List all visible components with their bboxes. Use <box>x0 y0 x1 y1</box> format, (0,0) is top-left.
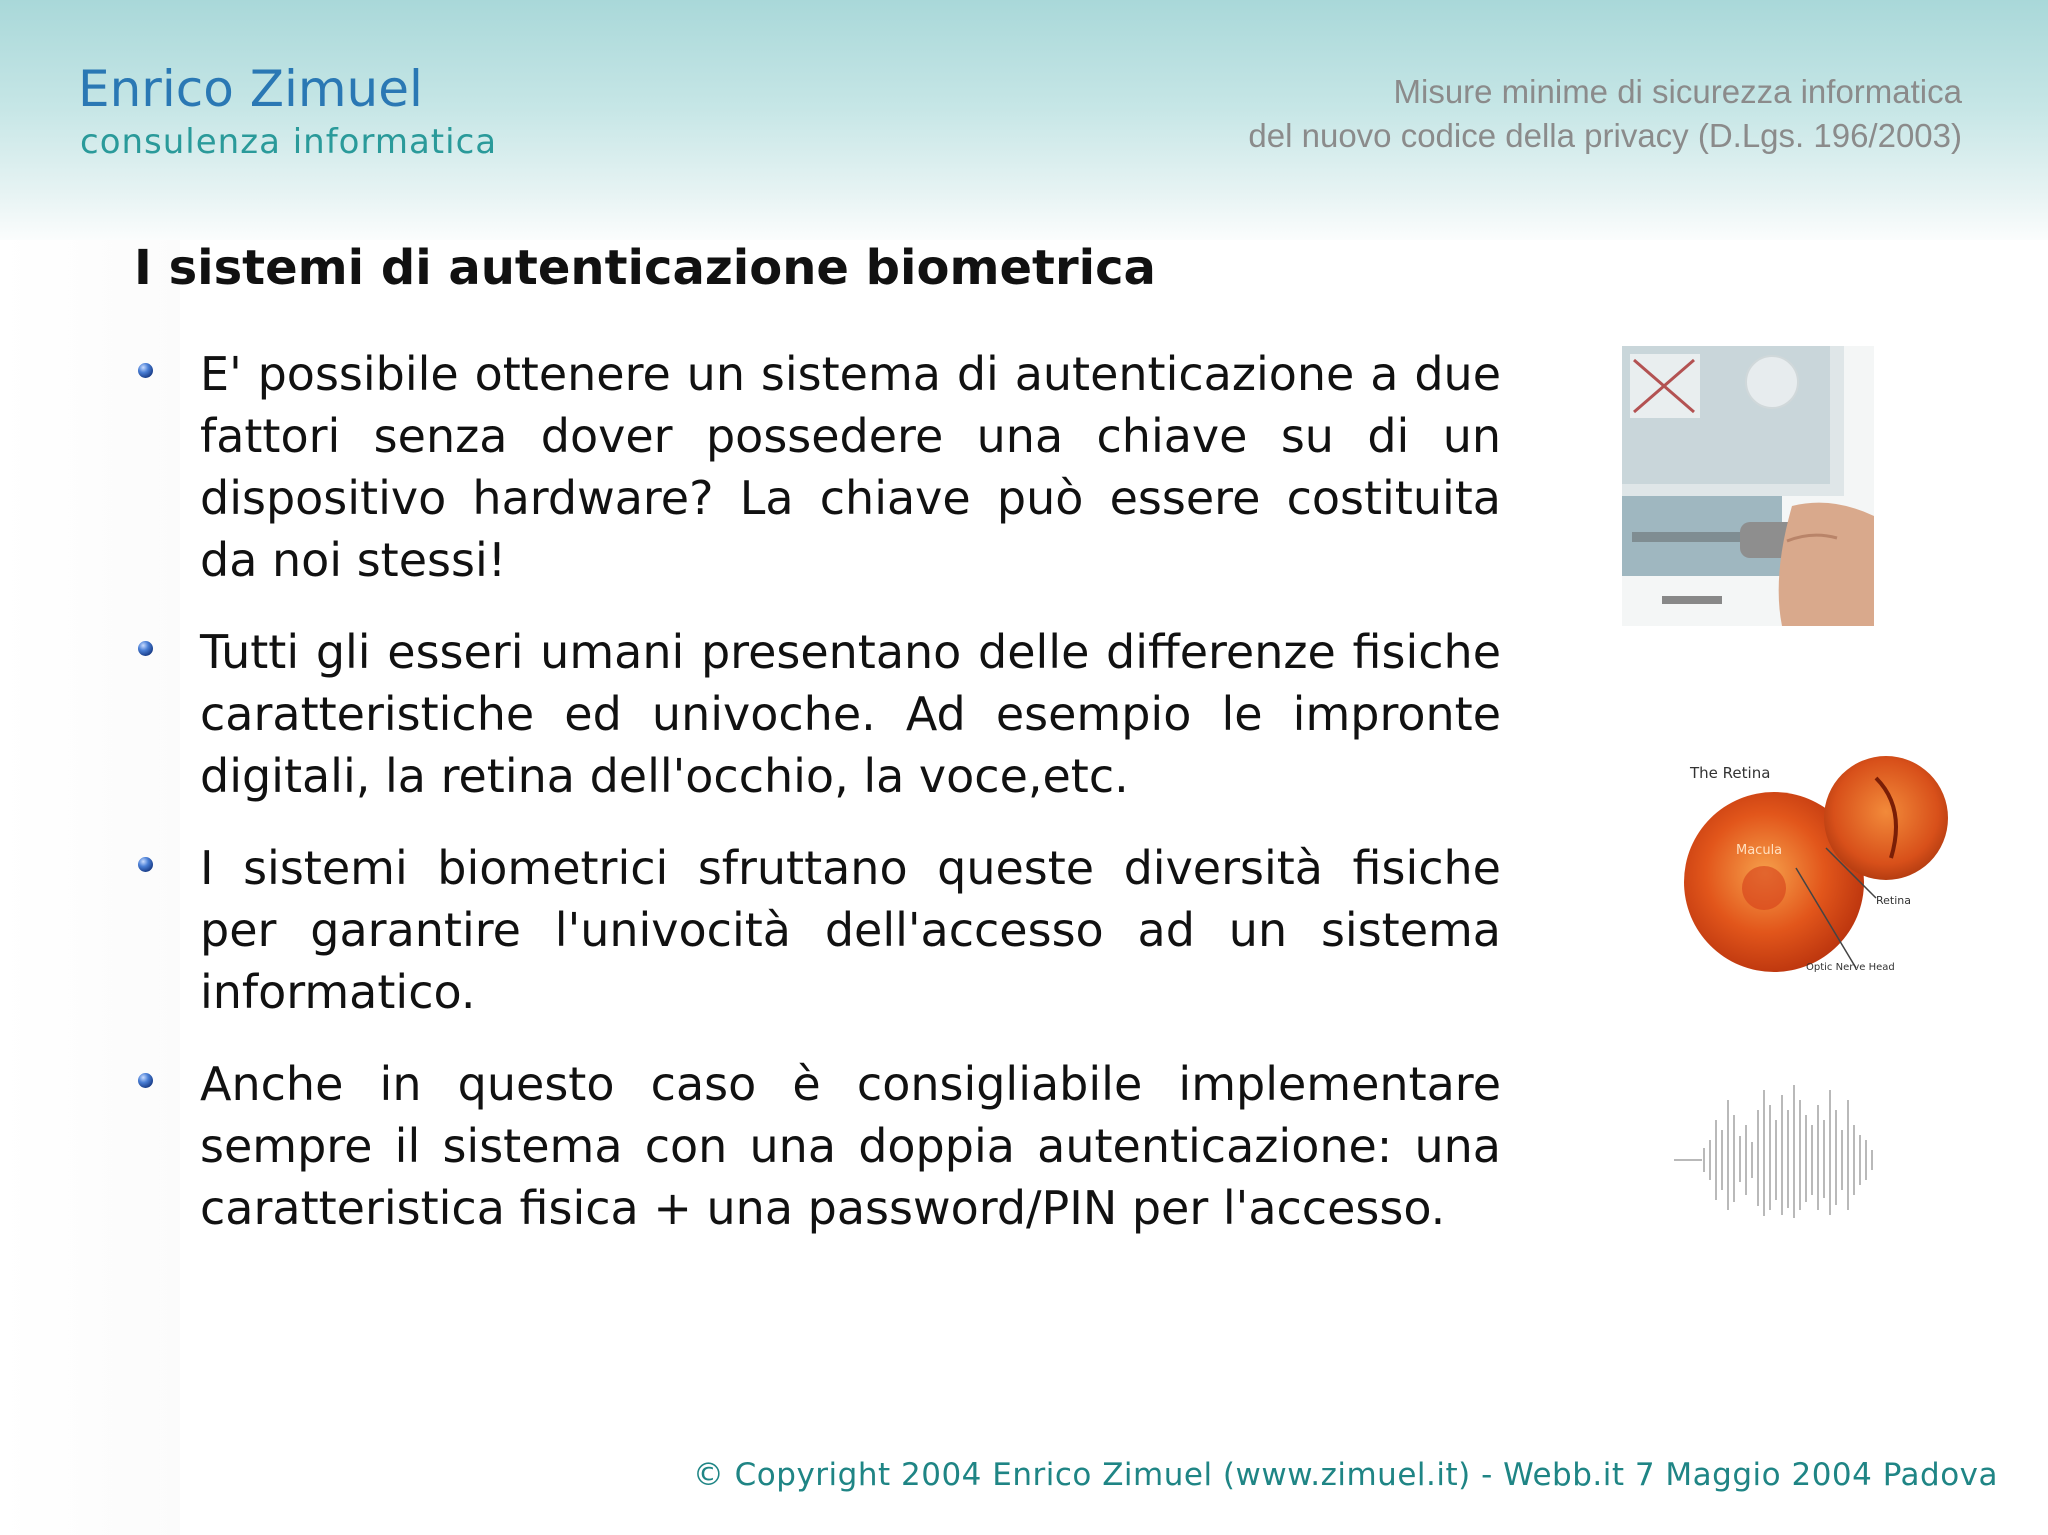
presentation-title-line1: Misure minime di sicurezza informatica <box>1393 73 1962 110</box>
bullet-icon <box>138 641 153 656</box>
header-band <box>0 0 2048 240</box>
retina-illustration-icon <box>1676 748 1966 998</box>
footer-copyright: © Copyright 2004 Enrico Zimuel (www.zimuel.it) - Webb.it 7 Maggio 2004 Padova <box>692 1457 1998 1493</box>
bullet-item <box>134 1053 1501 1239</box>
brand-name: Enrico Zimuel <box>78 60 423 118</box>
retina-label-optic: Optic Nerve Head <box>1806 962 1895 973</box>
bullet-icon <box>138 363 153 378</box>
bullet-icon <box>138 1073 153 1088</box>
voice-waveform-icon <box>1672 1070 1884 1220</box>
brand-subtitle: consulenza informatica <box>80 122 498 162</box>
retina-label-title: The Retina <box>1690 764 1771 782</box>
fingerprint-scanner-icon <box>1622 346 1874 626</box>
slide-title: I sistemi di autenticazione biometrica <box>134 240 1156 296</box>
retina-label-retina: Retina <box>1876 894 1911 907</box>
bullet-item <box>134 343 1501 591</box>
bullet-text: I sistemi biometrici sfruttano queste diversità fisiche per garantire l'univocità dell'accesso ad un sistema informatico. <box>200 841 1501 1019</box>
presentation-title <box>1248 70 1962 158</box>
retina-label-macula: Macula <box>1736 843 1783 858</box>
bullet-item <box>134 621 1501 807</box>
bullet-list <box>134 343 1501 1269</box>
bullet-text: E' possibile ottenere un sistema di autenticazione a due fattori senza dover possedere una chiave su di un dispositivo hardware? La chiave può essere costituita da noi stessi! <box>200 347 1501 587</box>
bullet-icon <box>138 857 153 872</box>
bullet-text: Anche in questo caso è consigliabile implementare sempre il sistema con una doppia autenticazione: una caratteristica fisica + una password/PIN per l'accesso. <box>200 1057 1501 1235</box>
presentation-title-line2: del nuovo codice della privacy (D.Lgs. 196/2003) <box>1248 117 1962 154</box>
bullet-item <box>134 837 1501 1023</box>
bullet-text: Tutti gli esseri umani presentano delle differenze fisiche caratteristiche ed univoche. Ad esempio le impronte digitali, la retina dell'occhio, la voce,etc. <box>200 625 1501 803</box>
